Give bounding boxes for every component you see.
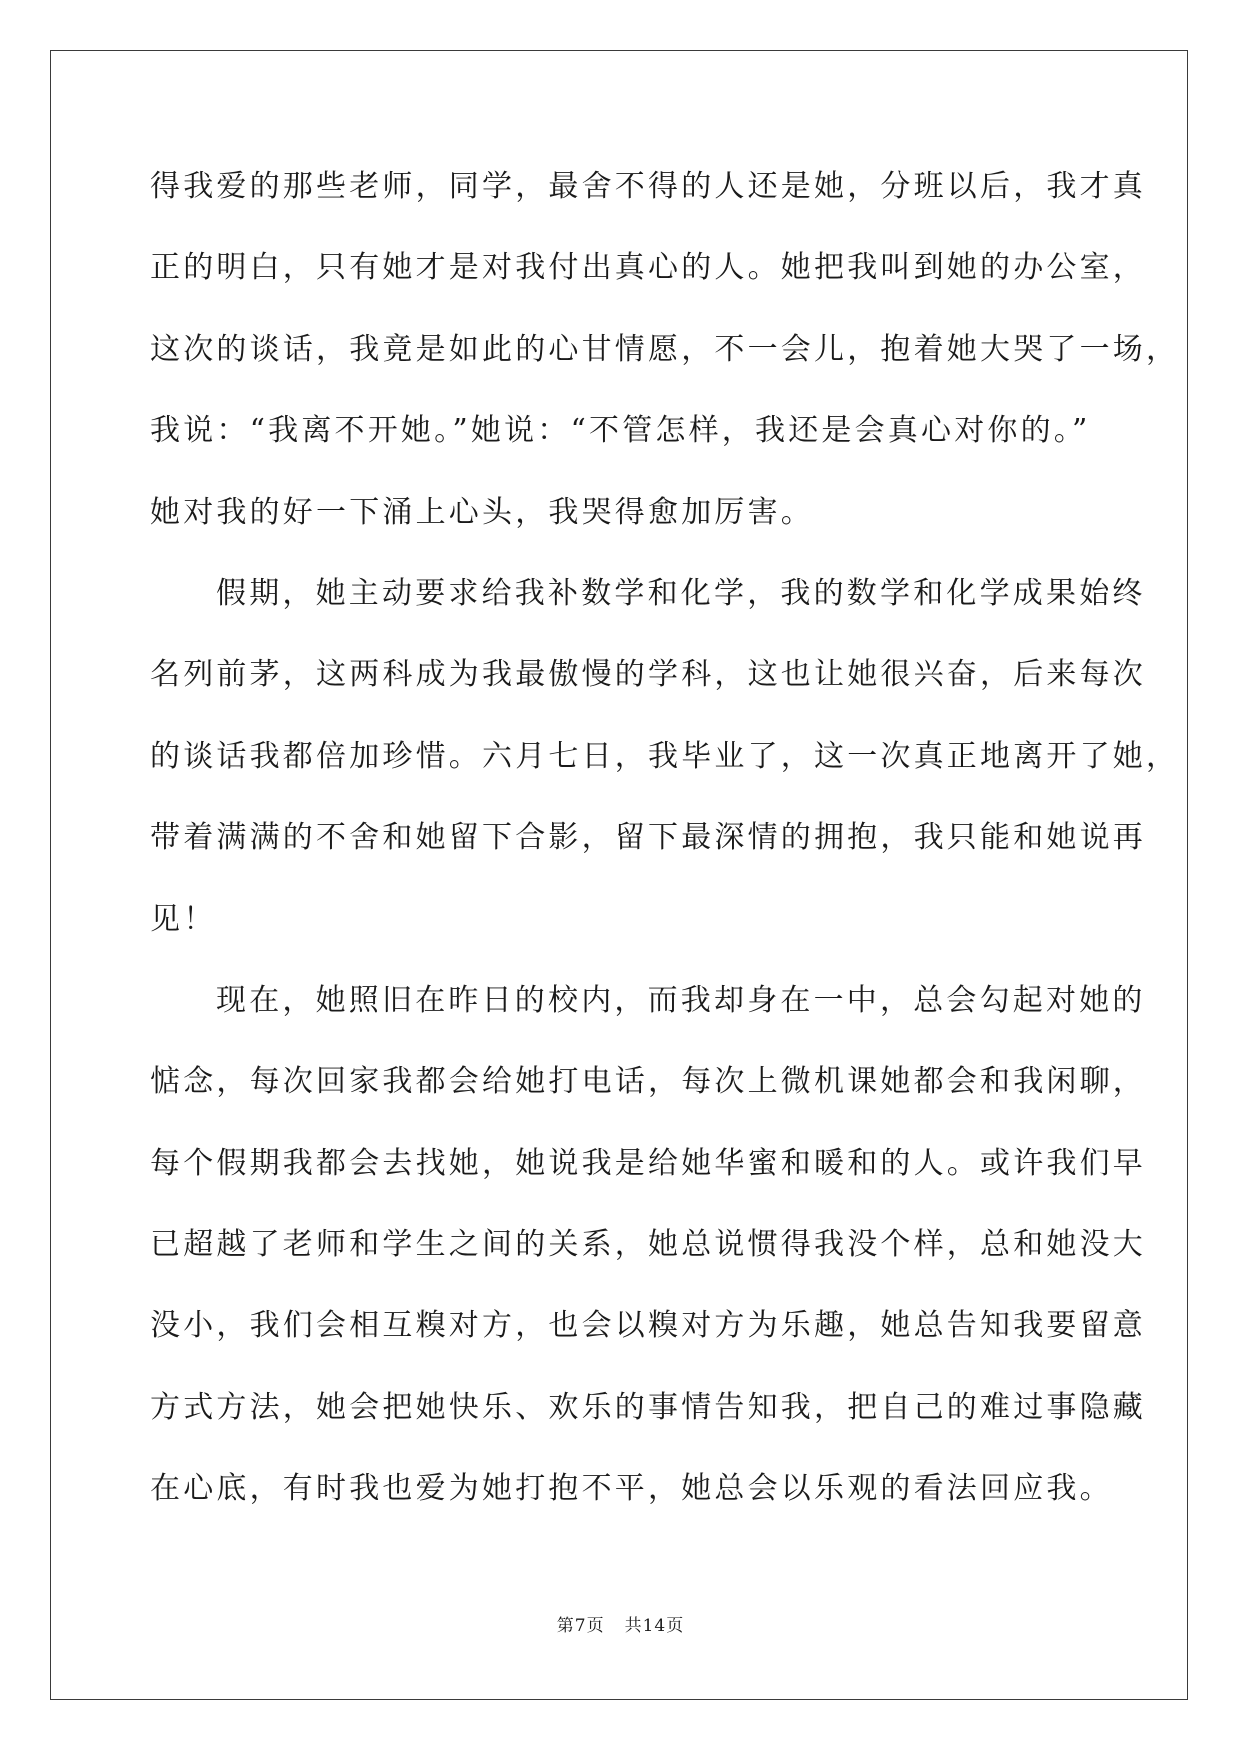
page-footer <box>0 1611 1241 1636</box>
text-line: 带着满满的不舍和她留下合影，留下最深情的拥抱，我只能和她说再 <box>150 820 1146 856</box>
paragraph-first-line: 现在，她照旧在昨日的校内，而我却身在一中，总会勾起对她的 <box>216 982 1146 1018</box>
text-line: 她对我的好一下涌上心头，我哭得愈加厉害。 <box>150 494 814 530</box>
text-line: 见！ <box>150 901 217 937</box>
text-line: 每个假期我都会去找她，她说我是给她华蜜和暖和的人。或许我们早 <box>150 1145 1146 1181</box>
text-line: 得我爱的那些老师，同学，最舍不得的人还是她，分班以后，我才真 <box>150 169 1146 204</box>
text-line: 惦念，每次回家我都会给她打电话，每次上微机课她都会和我闲聊， <box>150 1064 1146 1100</box>
page-number: 第7页 <box>556 1616 605 1636</box>
text-line: 在心底，有时我也爱为她打抱不平，她总会以乐观的看法回应我。 <box>150 1471 1113 1507</box>
text-line: 我说：“我离不开她。”她说：“不管怎样，我还是会真心对你的。” <box>150 413 1091 449</box>
document-body <box>150 160 1180 1544</box>
text-line: 方式方法，她会把她快乐、欢乐的事情告知我，把自己的难过事隐藏 <box>150 1389 1146 1425</box>
text-line: 这次的谈话，我竟是如此的心甘情愿，不一会儿，抱着她大哭了一场， <box>150 331 1180 367</box>
text-line: 名列前茅，这两科成为我最傲慢的学科，这也让她很兴奋，后来每次 <box>150 657 1146 693</box>
text-line: 没小，我们会相互糗对方，也会以糗对方为乐趣，她总告知我要留意 <box>150 1308 1146 1344</box>
text-line: 正的明白，只有她才是对我付出真心的人。她把我叫到她的办公室， <box>150 250 1146 286</box>
text-line: 的谈话我都倍加珍惜。六月七日，我毕业了，这一次真正地离开了她， <box>150 738 1180 774</box>
text-line: 已超越了老师和学生之间的关系，她总说惯得我没个样，总和她没大 <box>150 1227 1146 1263</box>
paragraph-first-line: 假期，她主动要求给我补数学和化学，我的数学和化学成果始终 <box>216 575 1146 611</box>
page-total: 共14页 <box>624 1616 685 1636</box>
